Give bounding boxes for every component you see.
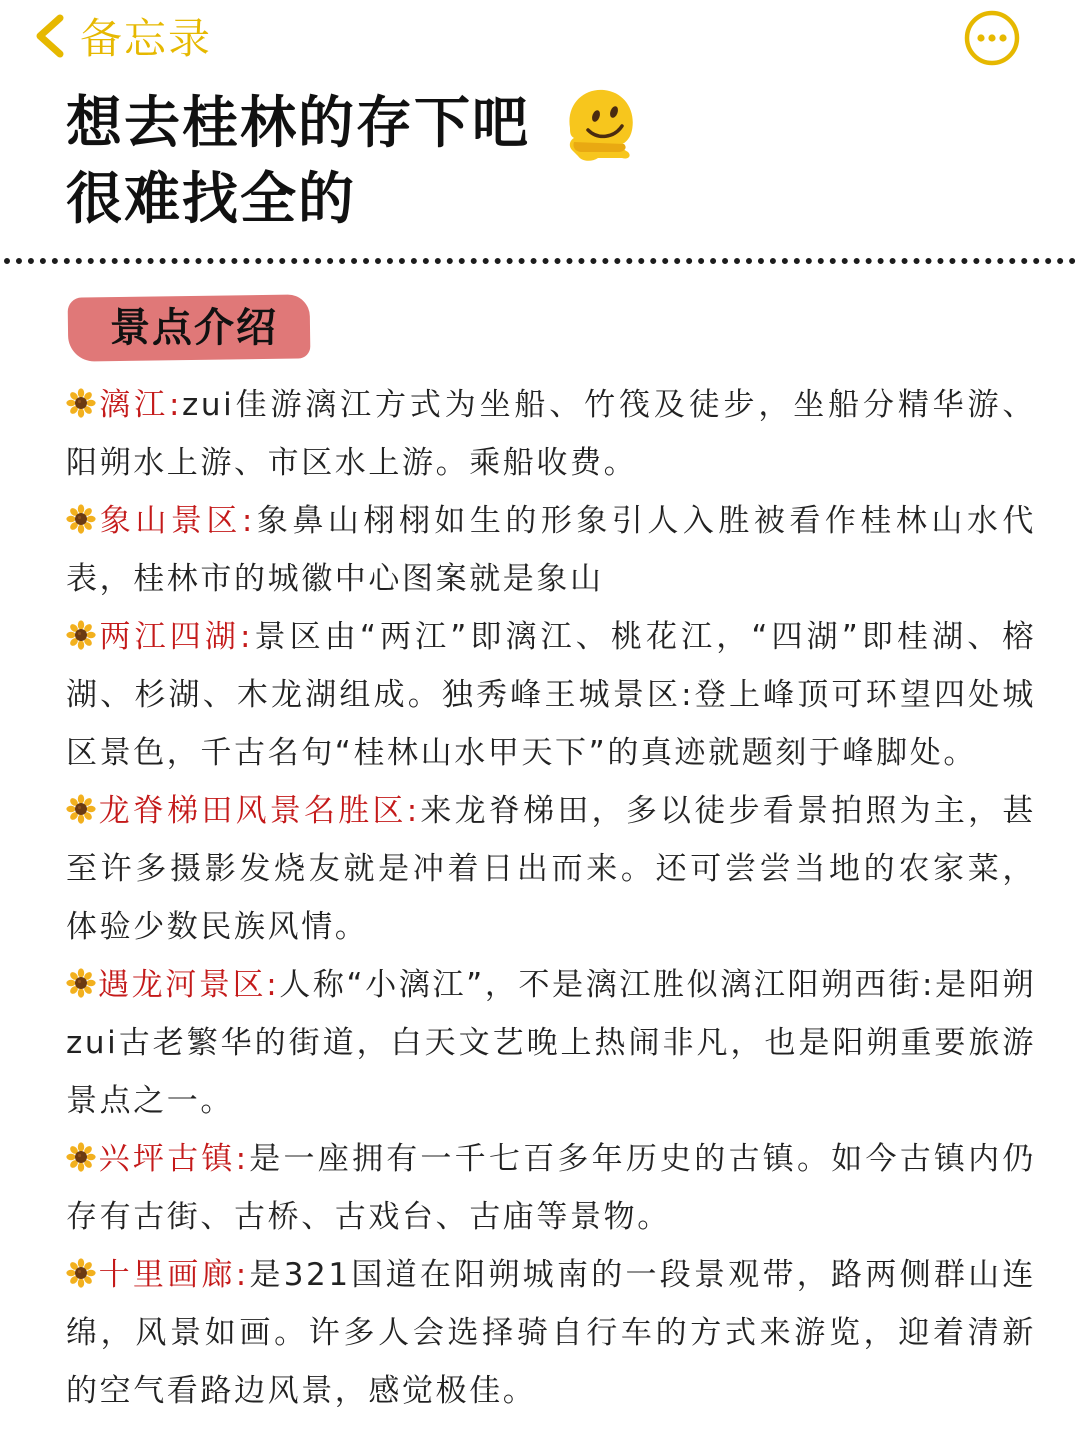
back-button[interactable]: [30, 8, 212, 64]
list-item: [66, 956, 1036, 1130]
back-label: 备忘录: [80, 14, 213, 63]
nav-bar: [0, 0, 1080, 80]
entry-name: 漓江:: [98, 387, 183, 423]
title-line-2: 很难找全的: [66, 167, 356, 232]
list-item: [66, 608, 1036, 782]
sunflower-icon: [66, 1142, 96, 1172]
sunflower-icon: [66, 1258, 96, 1288]
sunflower-icon: [66, 968, 96, 998]
sunflower-icon: [66, 504, 96, 534]
section-heading: 景点介绍: [110, 305, 278, 351]
entry-name: 两江四湖:: [98, 619, 254, 655]
entry-desc: 人称“小漓江”，不是漓江胜似漓江阳朔西街:是阳朔zui古老繁华的街道，白天文艺晚上热闹非凡，也是阳朔重要旅游景点之一。: [66, 967, 1036, 1119]
list-item: [66, 492, 1036, 608]
sunflower-icon: [66, 794, 96, 824]
list-item: [66, 1246, 1036, 1420]
entry-name: 龙脊梯田风景名胜区:: [98, 793, 420, 829]
dotted-divider: [4, 258, 1076, 264]
entry-name: 十里画廊:: [98, 1257, 249, 1293]
note-body[interactable]: [66, 376, 1036, 1420]
sunflower-icon: [66, 388, 96, 418]
more-icon[interactable]: [962, 8, 1022, 68]
list-item: [66, 376, 1036, 492]
list-item: [66, 782, 1036, 956]
entry-desc: 是一座拥有一千七百多年历史的古镇。如今古镇内仍存有古街、古桥、古戏台、古庙等景物。: [66, 1141, 1036, 1235]
list-item: [66, 1130, 1036, 1246]
entry-desc: 景区由“两江”即漓江、桃花江，“四湖”即桂湖、榕湖、杉湖、木龙湖组成。独秀峰王城景区:登上峰顶可环望四处城区景色，千古名句“桂林山水甲天下”的真迹就题刻于峰脚处。: [66, 619, 1036, 771]
entry-desc: 是321国道在阳朔城南的一段景观带，路两侧群山连绵，风景如画。许多人会选择骑自行车的方式来游览，迎着清新的空气看路边风景，感觉极佳。: [66, 1257, 1036, 1409]
title-line-1: 想去桂林的存下吧: [66, 91, 530, 156]
chevron-left-icon: [30, 8, 70, 64]
entry-desc: 来龙脊梯田，多以徒步看景拍照为主，甚至许多摄影发烧友就是冲着日出而来。还可尝尝当地的农家菜，体验少数民族风情。: [66, 793, 1036, 945]
sunflower-icon: [66, 620, 96, 650]
entry-name: 兴坪古镇:: [98, 1141, 249, 1177]
entry-name: 遇龙河景区:: [98, 967, 280, 1003]
entry-name: 象山景区:: [98, 503, 255, 539]
entry-desc: zui佳游漓江方式为坐船、竹筏及徒步，坐船分精华游、阳朔水上游、市区水上游。乘船收费。: [66, 387, 1036, 481]
entry-desc: 象鼻山栩栩如生的形象引人入胜被看作桂林山水代表，桂林市的城徽中心图案就是象山: [66, 503, 1036, 597]
note-title: [66, 86, 642, 238]
melting-face-icon: [558, 82, 642, 166]
